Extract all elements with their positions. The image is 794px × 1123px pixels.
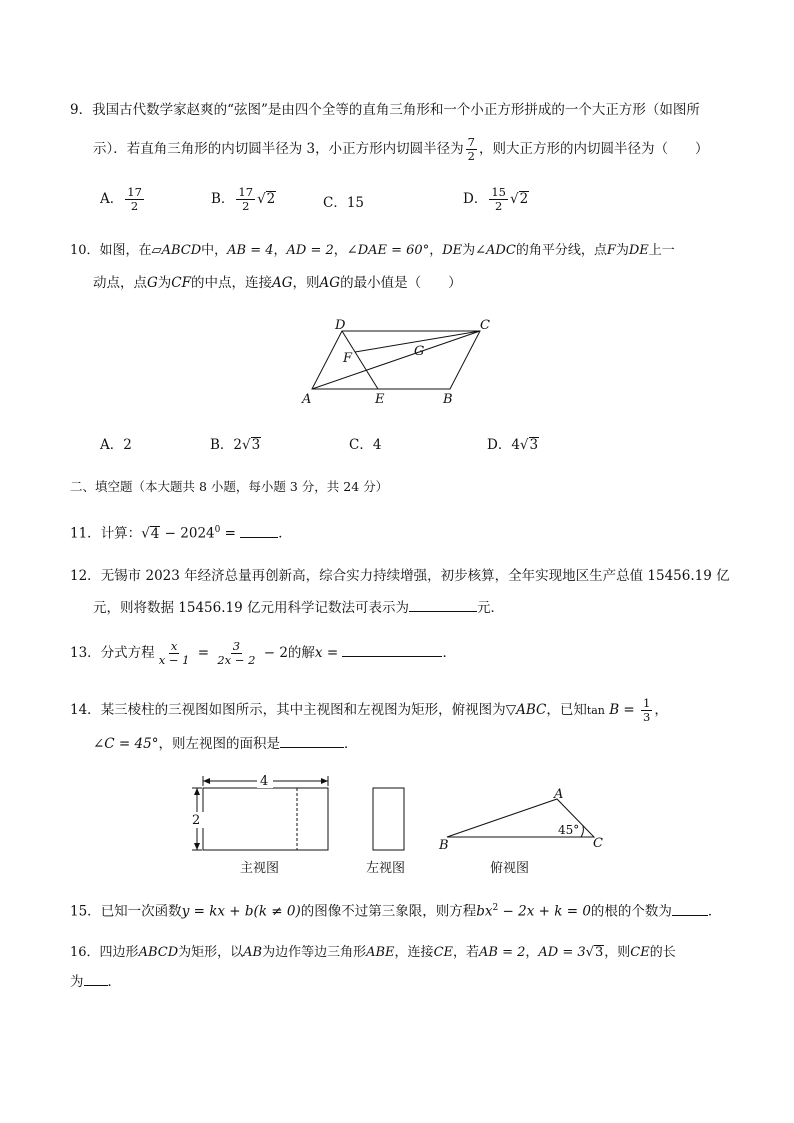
triangle-icon: ▽: [505, 702, 517, 718]
q14-line1: [70, 697, 668, 724]
q14-three-views-figure: [185, 770, 615, 880]
frac-num: 3: [232, 639, 241, 653]
q10-math: AG: [272, 275, 293, 291]
q13-math: − 2: [259, 645, 288, 661]
q10-option-b-radicand: 3: [251, 437, 261, 453]
frac-num: 15: [491, 185, 506, 199]
q16-text: 四边形: [99, 945, 139, 960]
q10-math: AD = 2: [286, 243, 334, 258]
q13-answer-blank[interactable]: [342, 642, 442, 657]
caption-front-view: 主视图: [240, 861, 280, 876]
q9-line2: [93, 136, 708, 163]
arrow-up-icon: [194, 788, 200, 795]
q10-text: ，: [333, 243, 347, 258]
q10-math: CF: [171, 275, 191, 291]
q9-option-c[interactable]: [323, 193, 364, 213]
q15-math: − 2x + k = 0: [498, 903, 591, 920]
q15-math: (k ≠ 0): [253, 903, 301, 920]
q16-text: 为: [70, 974, 84, 990]
q10-text: ，则: [292, 275, 320, 291]
frac-num: 17: [238, 185, 254, 199]
q9-fraction: [466, 136, 477, 163]
q12-line2: [93, 597, 504, 618]
q14-number: 14．: [70, 702, 101, 718]
q14-fraction: [641, 697, 652, 724]
q10-text: 的最小值是（ ）: [340, 275, 462, 291]
sqrt-icon: √: [257, 191, 266, 207]
label-e: E: [375, 392, 385, 407]
q9-option-d-radicand: 2: [519, 191, 529, 207]
q15-text: 的图像不过第三象限，则方程: [300, 903, 477, 920]
q10-text: 为: [157, 275, 172, 291]
q11-radicand: 4: [150, 525, 160, 542]
q12-number: 12．: [70, 568, 101, 584]
q16-text: ，: [525, 945, 539, 960]
left-view-rect: [373, 788, 404, 850]
q9-text-line1: 我国古代数学家赵爽的“弦图”是由四个全等的直角三角形和一个小正方形拼成的一个大正方形（如图所: [92, 102, 700, 118]
q14-text: ．: [343, 736, 358, 752]
q16-line1: [70, 943, 676, 963]
q16-math: CE: [433, 945, 453, 960]
q16-math: AB: [243, 945, 263, 960]
q9-frac-num: 7: [467, 135, 475, 149]
q13-math: x: [314, 645, 323, 661]
q14-answer-blank[interactable]: [280, 733, 344, 748]
arrow-left-icon: [203, 778, 210, 784]
q16-math: ABCD: [138, 945, 179, 960]
q16-answer-blank[interactable]: [84, 971, 108, 986]
q10-text: 中，: [201, 243, 228, 258]
q14-math: =: [619, 702, 640, 718]
q9-option-d-label: D．: [463, 191, 488, 207]
label-a: A: [302, 392, 312, 407]
q10-text: 的中点，连接: [191, 275, 272, 291]
frac-den: 3: [643, 710, 651, 724]
q13-text: 的解: [287, 645, 315, 661]
q13-fraction-2: [215, 640, 257, 667]
q13-fraction-1: [157, 640, 192, 667]
q10-option-d[interactable]: [487, 435, 539, 455]
q9-option-d-frac: [489, 186, 508, 213]
q14-math: B: [609, 702, 620, 718]
q15-number: 15．: [70, 903, 101, 920]
arrow-right-icon: [321, 778, 328, 784]
q10-option-b[interactable]: [210, 435, 261, 455]
frac-num: x: [170, 639, 178, 653]
q10-math: F: [606, 243, 616, 258]
q13-math: =: [322, 645, 343, 661]
label-d: D: [335, 318, 346, 333]
q12-text-line1: 无锡市 2023 年经济总量再创新高，综合实力持续增强，初步核算，全年实现地区生产总值 15456.19 亿: [100, 568, 730, 584]
q13-line: [70, 640, 456, 667]
frac-den: 2: [494, 199, 503, 213]
sqrt-icon: √: [509, 191, 519, 207]
q11-math: =: [220, 525, 241, 542]
section-heading: 二、填空题（本大题共 8 小题，每小题 3 分，共 24 分）: [70, 479, 389, 494]
sqrt-icon: √: [585, 945, 594, 960]
q14-text: 某三棱柱的三视图如图所示，其中主视图和左视图为矩形，俯视图为: [100, 702, 506, 718]
q16-math: ABE: [366, 945, 395, 960]
q16-text: 为边作等边三角形: [262, 945, 367, 960]
q16-text: 为矩形，以: [178, 945, 244, 960]
q9-option-b[interactable]: [211, 186, 276, 213]
q13-number: 13．: [70, 645, 101, 661]
q9-option-c-label: C．: [323, 195, 347, 211]
q15-math: bx: [476, 903, 493, 920]
q10-math: AB = 4: [227, 243, 274, 258]
q10-text: 的角平分线，点: [515, 243, 607, 258]
frac-den: 2: [130, 199, 139, 213]
q15-text: ．: [707, 903, 722, 920]
q9-text-line2-b: ，则大正方形的内切圆半径为（ ）: [478, 141, 709, 157]
q10-option-a-label: A．: [100, 437, 124, 453]
q10-text: 为: [462, 243, 476, 258]
q9-number: 9．: [70, 102, 93, 118]
angle-label: 45°: [558, 823, 580, 837]
q11-line: [70, 520, 292, 544]
label-a: A: [554, 787, 564, 802]
q12-text-line2: 元，则将数据 15456.19 亿元用科学记数法可表示为: [93, 600, 409, 616]
q12-answer-blank[interactable]: [409, 597, 477, 612]
front-view-rect: [203, 788, 328, 850]
q14-text: ，已知: [546, 702, 587, 718]
q10-line1: [70, 241, 675, 261]
q16-radicand: 3: [594, 945, 604, 960]
q9-option-a[interactable]: [100, 186, 146, 213]
q10-text: 上一: [648, 243, 675, 258]
q10-text: 如图，在: [99, 243, 152, 258]
q10-option-c[interactable]: [349, 435, 381, 455]
q12-line1: [70, 566, 730, 586]
q15-math: y = kx + b: [181, 903, 254, 920]
sqrt-icon: √: [519, 437, 529, 453]
q10-math: DE: [628, 243, 649, 258]
caption-top-view: 俯视图: [490, 861, 530, 876]
arrow-down-icon: [194, 843, 200, 850]
q10-math: ∠DAE = 60°: [346, 243, 430, 258]
width-label: 4: [260, 774, 269, 789]
q10-math: AG: [319, 275, 341, 291]
q10-math: DE: [442, 243, 463, 258]
q9-option-b-frac: [236, 186, 255, 213]
q11-math: − 2024: [160, 525, 215, 542]
q15-exponent: 2: [492, 903, 499, 913]
q11-answer-blank[interactable]: [240, 523, 278, 538]
q14-math: ABC: [516, 702, 547, 718]
height-label: 2: [192, 813, 201, 828]
q10-option-c-label: C．: [349, 437, 373, 453]
sqrt-icon: √: [242, 437, 251, 453]
parallelogram-icon: ▱: [151, 243, 162, 258]
q9-option-b-radicand: 2: [266, 191, 276, 207]
sqrt-icon: √: [141, 525, 150, 542]
q16-text: ，连接: [394, 945, 434, 960]
q9-option-a-label: A．: [100, 191, 124, 207]
q13-text: ．: [442, 645, 456, 661]
q9-line1: [70, 100, 700, 120]
frac-den: 2x − 2: [217, 653, 256, 667]
label-b: B: [439, 838, 449, 853]
label-g: G: [414, 344, 425, 359]
q10-option-d-coef: 4: [511, 437, 520, 453]
label-c: C: [480, 318, 490, 333]
frac-num: 17: [127, 185, 142, 199]
q10-number: 10．: [70, 243, 100, 258]
q13-math: =: [193, 645, 214, 661]
q10-math: ∠ADC: [475, 243, 516, 258]
q9-option-b-label: B．: [211, 191, 235, 207]
frac-den: x − 1: [158, 653, 190, 667]
q10-text: 为: [615, 243, 629, 258]
q16-text: 的长: [649, 945, 676, 960]
q10-math: ABCD: [161, 243, 202, 258]
caption-left-view: 左视图: [366, 861, 406, 876]
q10-math: G: [147, 275, 158, 291]
q10-text: ，: [429, 243, 443, 258]
q9-option-d[interactable]: [463, 186, 529, 213]
q10-line2: [93, 273, 462, 293]
q10-option-b-coef: 2: [233, 437, 243, 453]
q9-option-c-value: 15: [346, 195, 365, 211]
q11-text: 计算：: [100, 525, 142, 542]
q11-exponent: 0: [214, 525, 221, 535]
q14-text: ，则左视图的面积是: [158, 736, 280, 752]
q15-text: 的根的个数为: [590, 903, 672, 920]
q10-option-d-label: D．: [487, 437, 512, 453]
q9-frac-den: 2: [467, 149, 475, 163]
q13-text: 分式方程: [100, 645, 155, 661]
q16-text: ，则: [604, 945, 631, 960]
q16-math: AB = 2: [479, 945, 526, 960]
q16-line2: [70, 971, 121, 992]
label-f: F: [343, 351, 353, 366]
q14-line2: [93, 733, 357, 754]
q11-text: ．: [278, 525, 292, 542]
q10-text: ，: [273, 243, 287, 258]
q10-parallelogram-figure: [295, 312, 505, 412]
q14-text: ，: [654, 702, 668, 718]
q9-option-a-frac: [125, 186, 144, 213]
q10-option-c-value: 4: [372, 437, 382, 453]
label-c: C: [593, 836, 603, 851]
q10-option-a-value: 2: [123, 437, 132, 453]
angle-c-arc: [581, 826, 583, 837]
q9-text-line2-a: 示）．若直角三角形的内切圆半径为 3，小正方形内切圆半径为: [93, 141, 464, 157]
q16-math: CE: [630, 945, 650, 960]
q10-option-a[interactable]: [100, 435, 132, 455]
q10-option-d-radicand: 3: [529, 437, 539, 453]
q15-answer-blank[interactable]: [672, 901, 708, 916]
q16-text: ，若: [453, 945, 480, 960]
q12-text: 元．: [477, 600, 504, 616]
frac-den: 2: [242, 199, 250, 213]
label-b: B: [443, 392, 453, 407]
q15-line: [70, 898, 721, 922]
q14-math: ∠C = 45°: [93, 736, 159, 752]
q11-number: 11．: [70, 525, 101, 542]
q16-math: AD = 3: [538, 945, 586, 960]
q10-option-b-label: B．: [210, 437, 234, 453]
q14-math: tan: [586, 704, 605, 717]
q15-text: 已知一次函数: [100, 903, 182, 920]
q16-text: ．: [107, 974, 121, 990]
q10-text: 动点，点: [93, 275, 147, 291]
frac-num: 1: [643, 696, 651, 710]
q16-number: 16．: [70, 945, 100, 960]
